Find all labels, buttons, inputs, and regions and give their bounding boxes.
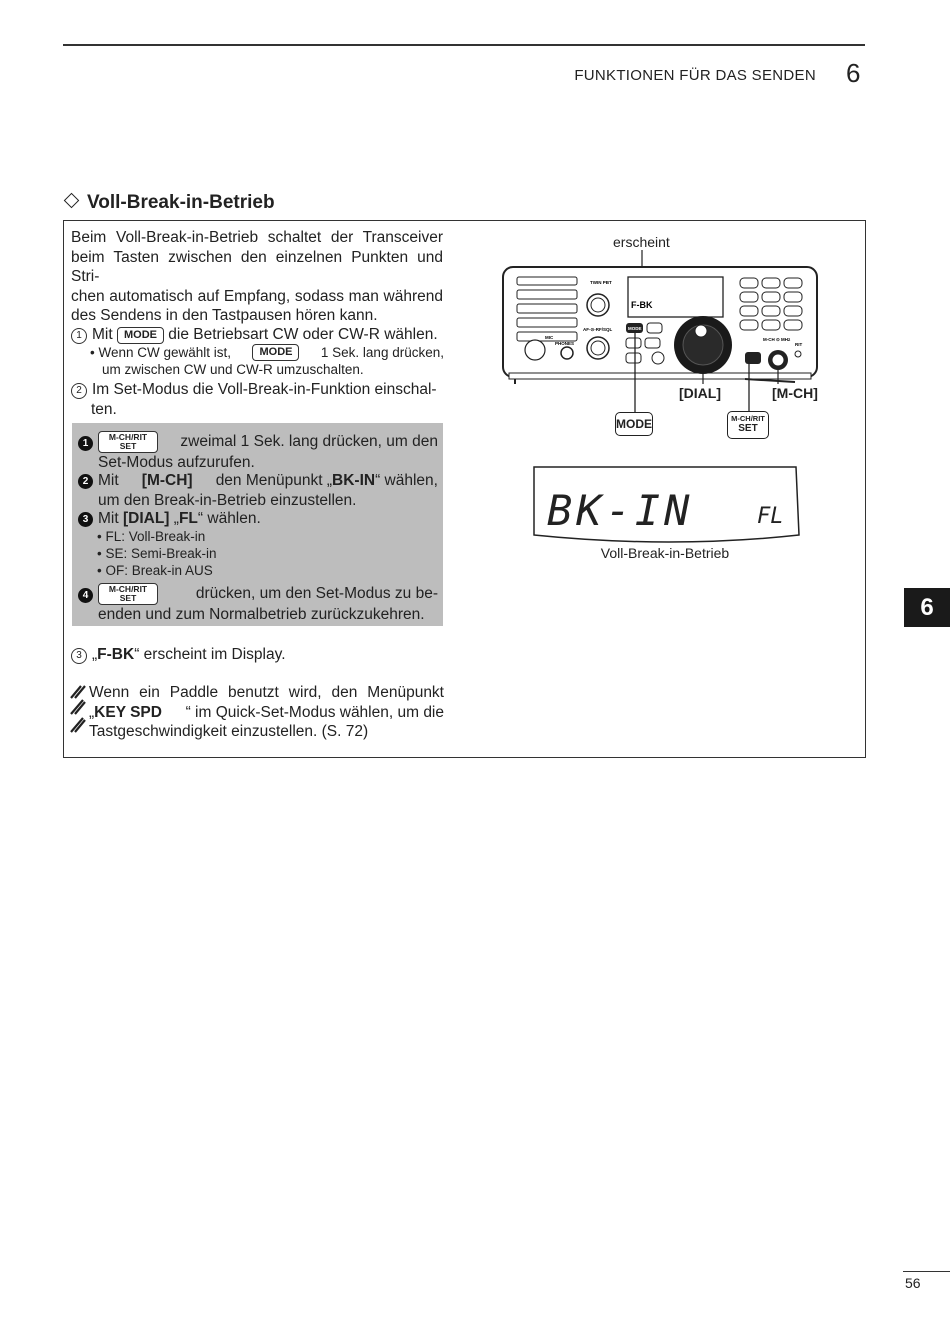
figure-caption: Voll-Break-in-Betrieb xyxy=(600,545,730,561)
gray-step-2: 2 Mit [M-CH] den Menüpunkt „BK-IN“ wählen, um den Break-in-Betrieb einzustellen. xyxy=(78,471,438,510)
chapter-side-tab: 6 xyxy=(904,588,950,627)
page-number: 56 xyxy=(905,1275,921,1291)
option-fl: • FL: Voll-Break-in xyxy=(97,529,206,544)
step-3: 3 „F-BK“ erscheint im Display. xyxy=(71,645,444,665)
erscheint-label: erscheint xyxy=(613,234,670,250)
svg-text:RIT: RIT xyxy=(795,342,803,347)
note-icon xyxy=(69,684,87,736)
step-1-sub: • Wenn CW gewählt ist, MODE 1 Sek. lang drücken, um zwischen CW und CW-R umzuschalten. xyxy=(90,345,444,377)
svg-text:AF-⊙-RF/SQL: AF-⊙-RF/SQL xyxy=(583,327,613,332)
mch-set-button-callout: M-CH/RIT SET xyxy=(727,411,769,439)
chapter-number: 6 xyxy=(846,58,861,88)
lcd-value-text: FL xyxy=(757,504,784,529)
intro-paragraph: Beim Voll-Break-in-Betrieb schaltet der Transceiver beim Tasten zwischen den einzelnen Punkten und Stri- chen automatisch auf Empfang, sodass man während des Sendens in den Tastpausen hören kann. xyxy=(71,229,443,324)
svg-text:TWIN PBT: TWIN PBT xyxy=(590,280,612,285)
step-1: 1 Mit MODE die Betriebsart CW oder CW-R wählen. xyxy=(71,325,451,345)
section-title: Voll-Break-in-Betrieb xyxy=(63,192,275,214)
dial-label: [DIAL] xyxy=(679,385,721,401)
chapter-title: FUNKTIONEN FÜR DAS SENDEN xyxy=(574,67,816,84)
mode-key-small: MODE xyxy=(252,344,299,361)
lcd-main-text: BK-IN xyxy=(547,486,694,535)
lcd-display xyxy=(531,463,801,543)
option-of: • OF: Break-in AUS xyxy=(97,563,213,578)
transceiver-illustration xyxy=(495,250,825,440)
header-rule xyxy=(63,44,865,46)
option-se: • SE: Semi-Break-in xyxy=(97,546,217,561)
diamond-icon xyxy=(64,193,80,209)
gray-step-3: 3 Mit [DIAL] „FL“ wählen. xyxy=(78,509,438,529)
mch-label: [M-CH] xyxy=(772,385,818,401)
mode-key: MODE xyxy=(117,327,164,344)
svg-text:MIC: MIC xyxy=(545,335,554,340)
gray-step-1: 1M-CH/RIT SET zweimal 1 Sek. lang drücken, um den Set-Modus aufzurufen. xyxy=(78,431,438,473)
gray-step-4: 4M-CH/RIT SET drücken, um den Set-Modus zu be- enden und zum Normalbetrieb zurückzukehren. xyxy=(78,583,438,625)
break-in-options xyxy=(97,528,437,579)
mode-button-callout: MODE xyxy=(615,412,653,436)
note-text: Wenn ein Paddle benutzt wird, den Menüpunkt „KEY SPD “ im Quick-Set-Modus wählen, um die Tastgeschwindigkeit einzustellen. (S. 72) xyxy=(89,684,444,740)
svg-text:F-BK: F-BK xyxy=(631,300,653,310)
svg-text:M-CH ⊙ MHz: M-CH ⊙ MHz xyxy=(763,337,791,342)
step-2: 2 Im Set-Modus die Voll-Break-in-Funktion einschal- ten. xyxy=(71,380,444,419)
svg-text:MODE: MODE xyxy=(628,326,642,331)
svg-text:PHONES: PHONES xyxy=(555,341,575,346)
page-number-rule xyxy=(903,1271,950,1272)
mch-set-key: M-CH/RIT SET xyxy=(98,431,158,453)
mch-set-key-2: M-CH/RIT SET xyxy=(98,583,158,605)
